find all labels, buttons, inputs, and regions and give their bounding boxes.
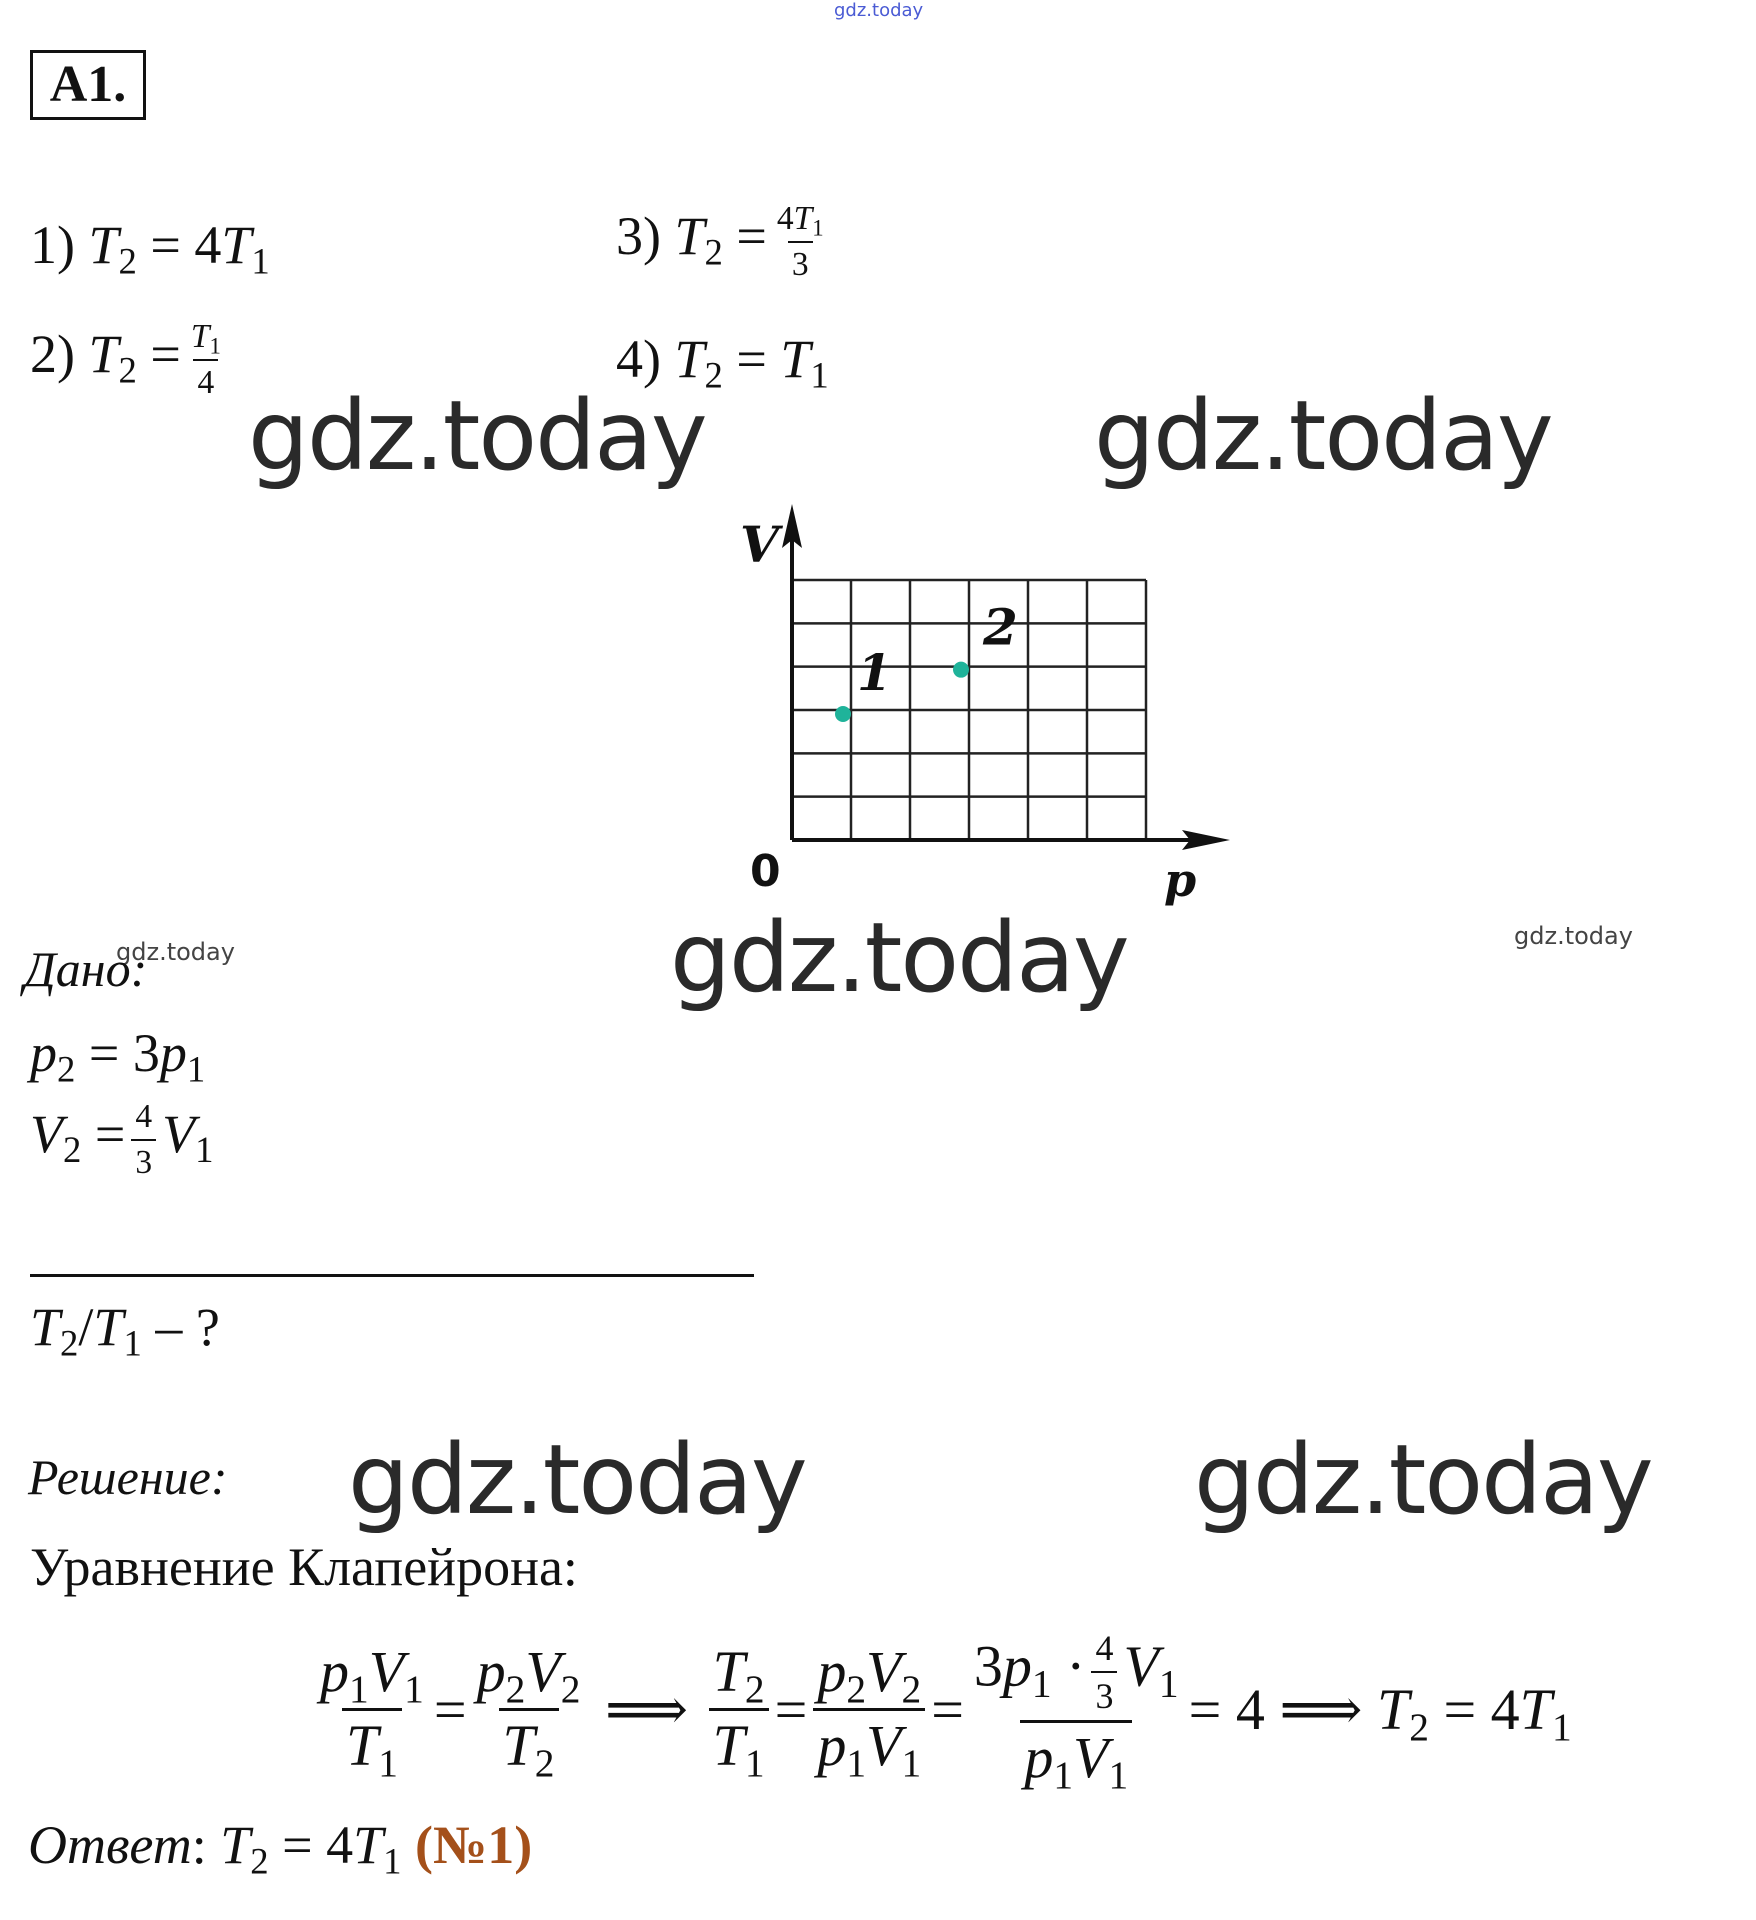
watermark: gdz.today: [1514, 922, 1633, 950]
point-2: [953, 662, 969, 678]
task-label: А1.: [30, 50, 146, 120]
option-4: [616, 328, 829, 396]
clapeyron-derivation: $\frac{p_1V_1}{T_1}$ = $\frac{p_2V_2}{T_2}$ ⟹ $\frac{T_2}{T_1}$ = $\frac{p_2V_2}{p_1V_1}$ = $3p_1$ · $\frac{4}{3}$ $V_1$ $p_1V_1$ = 4 ⟹ $T_2 = 4T_1$: [310, 1628, 1572, 1790]
option-4-number: 4): [616, 329, 661, 389]
watermark: gdz.today: [1194, 1424, 1652, 1536]
point-2-label: 2: [983, 597, 1018, 657]
option-1-number: 1): [30, 215, 75, 275]
option-1-formula: $T_2 = 4T_1$: [88, 215, 270, 282]
option-3-formula: $T_2$ = $\frac{4T_1}{3}$: [674, 200, 824, 283]
watermark: gdz.today: [670, 902, 1128, 1014]
option-3-number: 3): [616, 205, 661, 266]
option-2-formula: $T_2$ = $\frac{T_1}{4}$: [88, 318, 221, 401]
answer-option-ref: (№1): [414, 1815, 533, 1875]
fraction-p1V1-T1: $\frac{p_1V_1}{T_1}$: [320, 1638, 424, 1785]
fraction-T2-T1: $\frac{T_2}{T_1}$: [709, 1640, 769, 1779]
given-line-2: $V_2$ = $\frac{4}{3}$ $V_1$: [30, 1098, 214, 1181]
equation-title: Уравнение Клапейрона:: [30, 1537, 578, 1597]
solution-title: Решение:: [28, 1449, 228, 1505]
watermark: gdz.today: [348, 1424, 806, 1536]
point-1: [835, 706, 851, 722]
option-1: [30, 214, 270, 282]
watermark: gdz.today: [248, 380, 706, 492]
answer-title: Ответ: [28, 1815, 192, 1875]
fraction-substituted: $3p_1$ · $\frac{4}{3}$ $V_1$ $p_1V_1$: [973, 1628, 1179, 1797]
option-2: [30, 318, 231, 401]
derivation-result: = 4 ⟹ $T_2 = 4T_1$: [1188, 1677, 1572, 1750]
watermark-top: gdz.today: [834, 0, 924, 21]
origin-label: 0: [750, 846, 781, 897]
fraction-p2V2-p1V1: $\frac{p_2V_2}{p_1V_1}$: [813, 1640, 925, 1779]
vp-graph: [720, 500, 1240, 920]
option-3: [616, 200, 834, 283]
point-1-label: 1: [857, 643, 892, 702]
given-line-1: $p_2 = 3p_1$: [30, 1023, 206, 1090]
watermark: gdz.today: [116, 938, 235, 966]
option-2-number: 2): [30, 323, 75, 384]
watermark: gdz.today: [1094, 380, 1552, 492]
find-line: $T_2/T_1$ – ?: [30, 1297, 220, 1364]
option-4-formula: $T_2 = T_1$: [674, 329, 829, 396]
y-axis-label: V: [740, 515, 779, 574]
given-title: Дано:: [24, 941, 148, 997]
fraction-p2V2-T2: $\frac{p_2V_2}{T_2}$: [476, 1638, 581, 1785]
x-axis-label: p: [1164, 853, 1197, 907]
answer-line: Ответ: $T_2 = 4T_1$ (№1): [28, 1815, 533, 1882]
given-divider: [30, 1274, 754, 1277]
